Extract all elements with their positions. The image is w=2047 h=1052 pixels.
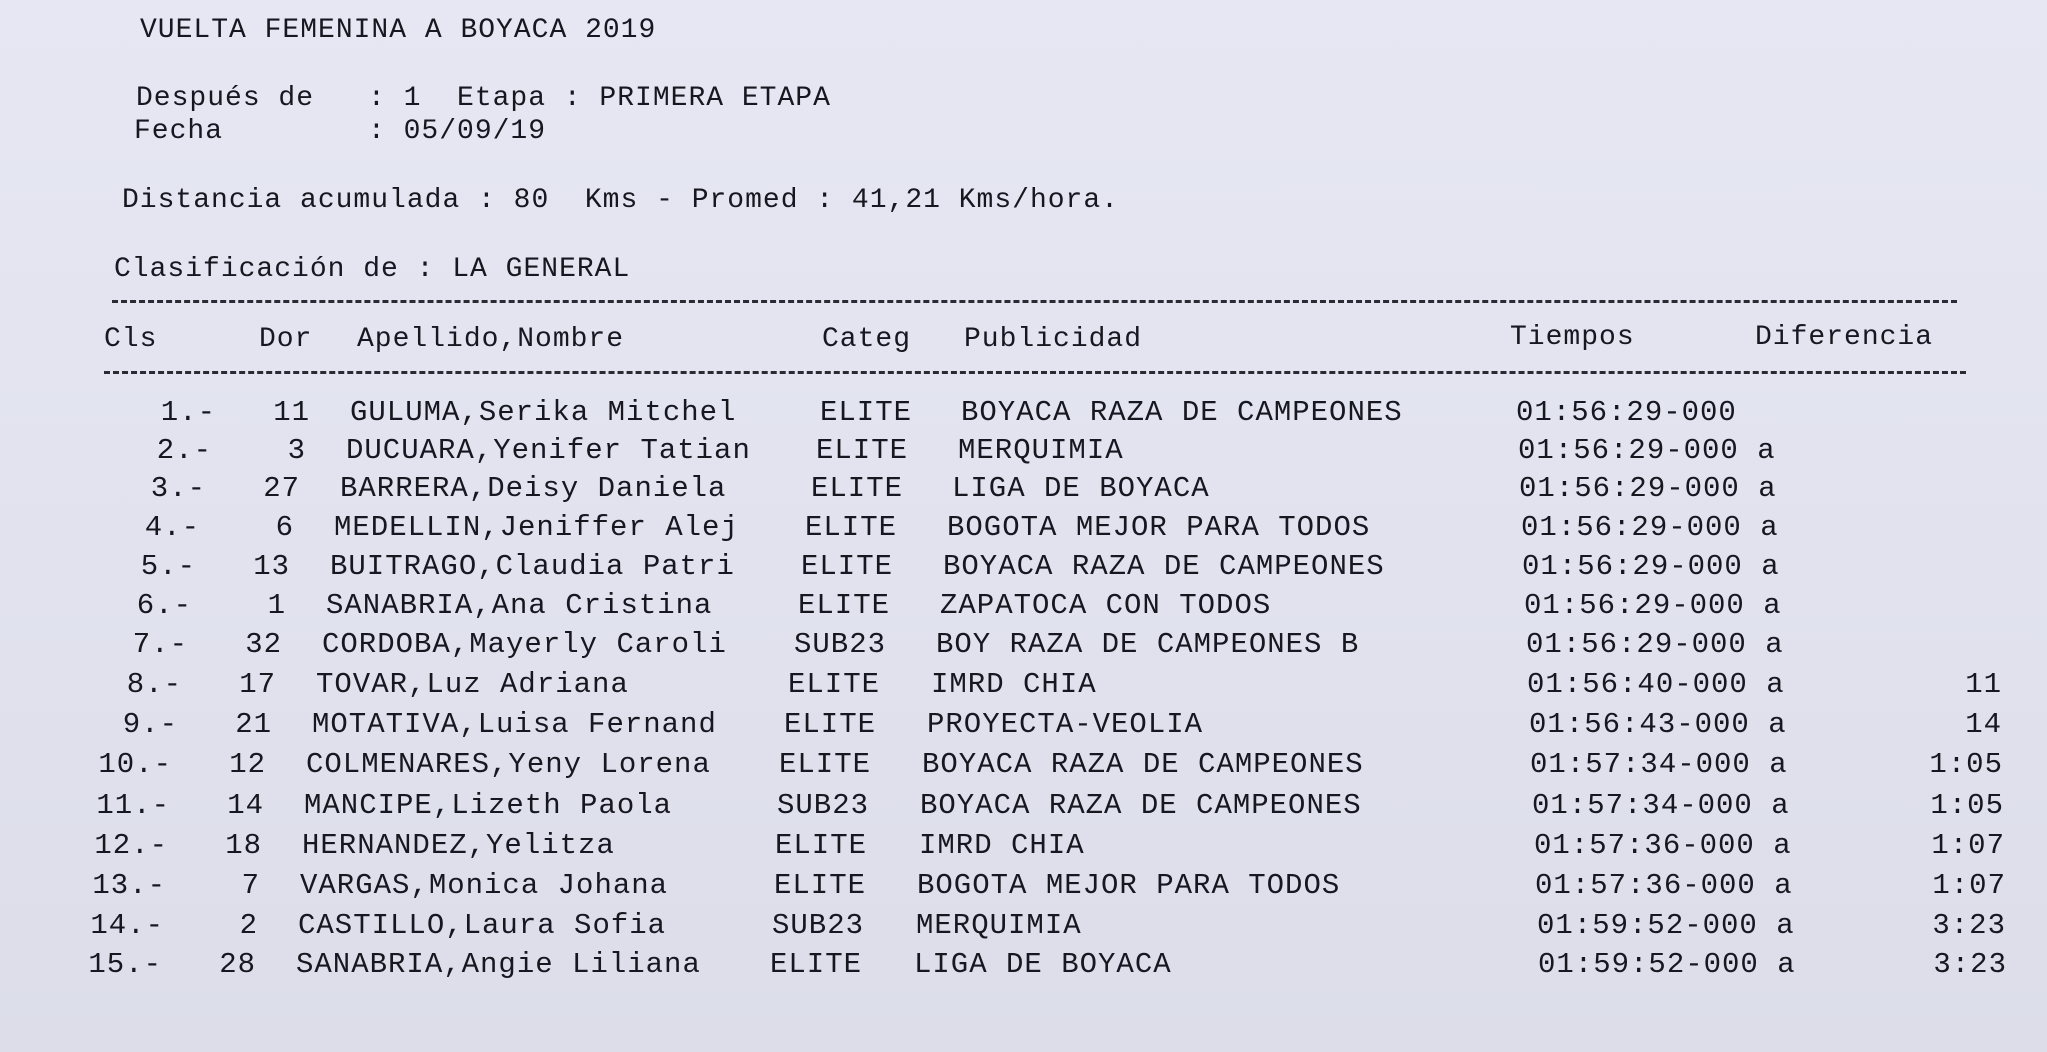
top-divider <box>112 300 1957 303</box>
cell-diferencia: 1:05 <box>1929 748 2003 781</box>
cell-nombre: TOVAR,Luz Adriana <box>316 668 629 701</box>
stage-label: Después de <box>136 83 315 114</box>
cell-dor: 28 <box>219 948 256 981</box>
cell-diferencia: 3:23 <box>1932 909 2006 942</box>
cell-categ: ELITE <box>779 748 872 781</box>
cell-cls: 3.- <box>150 472 206 505</box>
header-dor: Dor <box>259 324 313 355</box>
table-row <box>0 909 2047 947</box>
cell-nombre: VARGAS,Monica Johana <box>300 869 669 902</box>
cell-dor: 7 <box>241 869 260 902</box>
cell-categ: ELITE <box>770 948 863 981</box>
table-row <box>0 948 2047 986</box>
cell-cls: 14.- <box>90 909 164 942</box>
cell-cls: 13.- <box>92 869 166 902</box>
cell-nombre: SANABRIA,Ana Cristina <box>326 589 713 622</box>
cell-publicidad: BOYACA RAZA DE CAMPEONES <box>920 789 1362 822</box>
table-row <box>0 829 2047 867</box>
cell-cls: 5.- <box>140 550 196 583</box>
cell-tiempo: 01:57:34-000 a <box>1532 789 1790 822</box>
cell-diferencia: 1:07 <box>1932 869 2006 902</box>
cell-dor: 18 <box>225 829 262 862</box>
cell-tiempo: 01:56:40-000 a <box>1527 668 1785 701</box>
header-nombre: Apellido,Nombre <box>357 324 625 355</box>
cell-tiempo: 01:59:52-000 a <box>1537 909 1795 942</box>
cell-nombre: GULUMA,Serika Mitchel <box>350 396 737 429</box>
cell-nombre: BARRERA,Deisy Daniela <box>340 472 727 505</box>
cell-categ: SUB23 <box>772 909 865 942</box>
table-row <box>0 708 2047 746</box>
cell-publicidad: PROYECTA-VEOLIA <box>927 708 1204 741</box>
cell-cls: 15.- <box>88 948 162 981</box>
cell-nombre: CORDOBA,Mayerly Caroli <box>322 628 727 661</box>
table-row <box>0 550 2047 588</box>
classification-title: Clasificación de : LA GENERAL <box>114 254 631 285</box>
cell-publicidad: BOYACA RAZA DE CAMPEONES <box>922 748 1364 781</box>
cell-tiempo: 01:56:29-000 a <box>1526 628 1784 661</box>
table-row <box>0 511 2047 549</box>
cell-diferencia: 11 <box>1965 668 2002 701</box>
cell-dor: 17 <box>239 668 276 701</box>
cell-categ: ELITE <box>784 708 877 741</box>
cell-nombre: MANCIPE,Lizeth Paola <box>304 789 673 822</box>
header-publicidad: Publicidad <box>964 324 1143 355</box>
cell-categ: ELITE <box>788 668 881 701</box>
cell-dor: 3 <box>287 434 306 467</box>
table-row <box>0 628 2047 666</box>
cell-publicidad: MERQUIMIA <box>958 434 1124 467</box>
cell-tiempo: 01:56:29-000 a <box>1519 472 1777 505</box>
cell-diferencia: 14 <box>1965 708 2002 741</box>
cell-dor: 27 <box>263 472 300 505</box>
cell-cls: 9.- <box>122 708 178 741</box>
cell-nombre: HERNANDEZ,Yelitza <box>302 829 615 862</box>
table-row <box>0 748 2047 786</box>
cell-publicidad: BOGOTA MEJOR PARA TODOS <box>947 511 1371 544</box>
cell-nombre: DUCUARA,Yenifer Tatian <box>346 434 751 467</box>
cell-tiempo: 01:56:29-000 a <box>1521 511 1779 544</box>
cell-dor: 2 <box>239 909 258 942</box>
cell-cls: 10.- <box>98 748 172 781</box>
cell-tiempo: 01:56:43-000 a <box>1529 708 1787 741</box>
table-row <box>0 434 2047 472</box>
cell-diferencia: 3:23 <box>1933 948 2007 981</box>
cell-cls: 1.- <box>160 396 216 429</box>
cell-dor: 6 <box>275 511 294 544</box>
cell-dor: 14 <box>227 789 264 822</box>
cell-cls: 4.- <box>144 511 200 544</box>
cell-cls: 7.- <box>132 628 188 661</box>
cell-categ: ELITE <box>816 434 909 467</box>
table-row <box>0 789 2047 827</box>
header-tiempos: Tiempos <box>1510 322 1635 353</box>
cell-categ: SUB23 <box>777 789 870 822</box>
cell-categ: ELITE <box>774 869 867 902</box>
cell-cls: 11.- <box>96 789 170 822</box>
cell-tiempo: 01:57:36-000 a <box>1534 829 1792 862</box>
cell-cls: 8.- <box>126 668 182 701</box>
cell-categ: ELITE <box>805 511 898 544</box>
cell-publicidad: BOYACA RAZA DE CAMPEONES <box>943 550 1385 583</box>
cell-categ: ELITE <box>820 396 913 429</box>
cell-publicidad: LIGA DE BOYACA <box>914 948 1172 981</box>
date-value: : 05/09/19 <box>368 116 547 147</box>
cell-categ: SUB23 <box>794 628 887 661</box>
cell-tiempo: 01:56:29-000 a <box>1518 434 1776 467</box>
race-title: VUELTA FEMENINA A BOYACA 2019 <box>140 15 657 46</box>
cell-dor: 12 <box>229 748 266 781</box>
cell-tiempo: 01:56:29-000 a <box>1522 550 1780 583</box>
header-divider <box>104 371 1966 374</box>
cell-publicidad: BOGOTA MEJOR PARA TODOS <box>917 869 1341 902</box>
cell-diferencia: 1:05 <box>1930 789 2004 822</box>
cell-nombre: COLMENARES,Yeny Lorena <box>306 748 711 781</box>
cell-tiempo: 01:57:36-000 a <box>1535 869 1793 902</box>
stage-value: : 1 Etapa : PRIMERA ETAPA <box>368 83 831 114</box>
table-row <box>0 589 2047 627</box>
cell-nombre: SANABRIA,Angie Liliana <box>296 948 701 981</box>
cell-dor: 11 <box>273 396 310 429</box>
date-label: Fecha <box>134 116 224 147</box>
cell-cls: 6.- <box>136 589 192 622</box>
cell-tiempo: 01:59:52-000 a <box>1538 948 1796 981</box>
header-diferencia: Diferencia <box>1755 322 1934 353</box>
cell-tiempo: 01:56:29-000 <box>1516 396 1737 429</box>
cell-nombre: MOTATIVA,Luisa Fernand <box>312 708 717 741</box>
cell-dor: 13 <box>253 550 290 583</box>
cell-publicidad: BOYACA RAZA DE CAMPEONES <box>961 396 1403 429</box>
table-row <box>0 396 2047 434</box>
cell-dor: 1 <box>267 589 286 622</box>
cell-cls: 12.- <box>94 829 168 862</box>
table-row <box>0 472 2047 510</box>
cell-publicidad: IMRD CHIA <box>931 668 1097 701</box>
cell-tiempo: 01:56:29-000 a <box>1524 589 1782 622</box>
cell-categ: ELITE <box>775 829 868 862</box>
cell-nombre: BUITRAGO,Claudia Patri <box>330 550 735 583</box>
cell-publicidad: BOY RAZA DE CAMPEONES B <box>936 628 1360 661</box>
cell-tiempo: 01:57:34-000 a <box>1530 748 1788 781</box>
cell-dor: 32 <box>245 628 282 661</box>
cell-nombre: CASTILLO,Laura Sofia <box>298 909 667 942</box>
cell-categ: ELITE <box>798 589 891 622</box>
cell-dor: 21 <box>235 708 272 741</box>
cell-nombre: MEDELLIN,Jeniffer Alej <box>334 511 739 544</box>
distance-summary: Distancia acumulada : 80 Kms - Promed : 41,21 Kms/hora. <box>122 185 1119 216</box>
table-row <box>0 668 2047 706</box>
cell-cls: 2.- <box>156 434 212 467</box>
header-cls: Cls <box>104 324 158 355</box>
table-row <box>0 869 2047 907</box>
cell-categ: ELITE <box>811 472 904 505</box>
cell-publicidad: MERQUIMIA <box>916 909 1082 942</box>
cell-publicidad: LIGA DE BOYACA <box>952 472 1210 505</box>
cell-publicidad: IMRD CHIA <box>919 829 1085 862</box>
header-categ: Categ <box>822 324 912 355</box>
cell-diferencia: 1:07 <box>1931 829 2005 862</box>
cell-publicidad: ZAPATOCA CON TODOS <box>940 589 1272 622</box>
cell-categ: ELITE <box>801 550 894 583</box>
